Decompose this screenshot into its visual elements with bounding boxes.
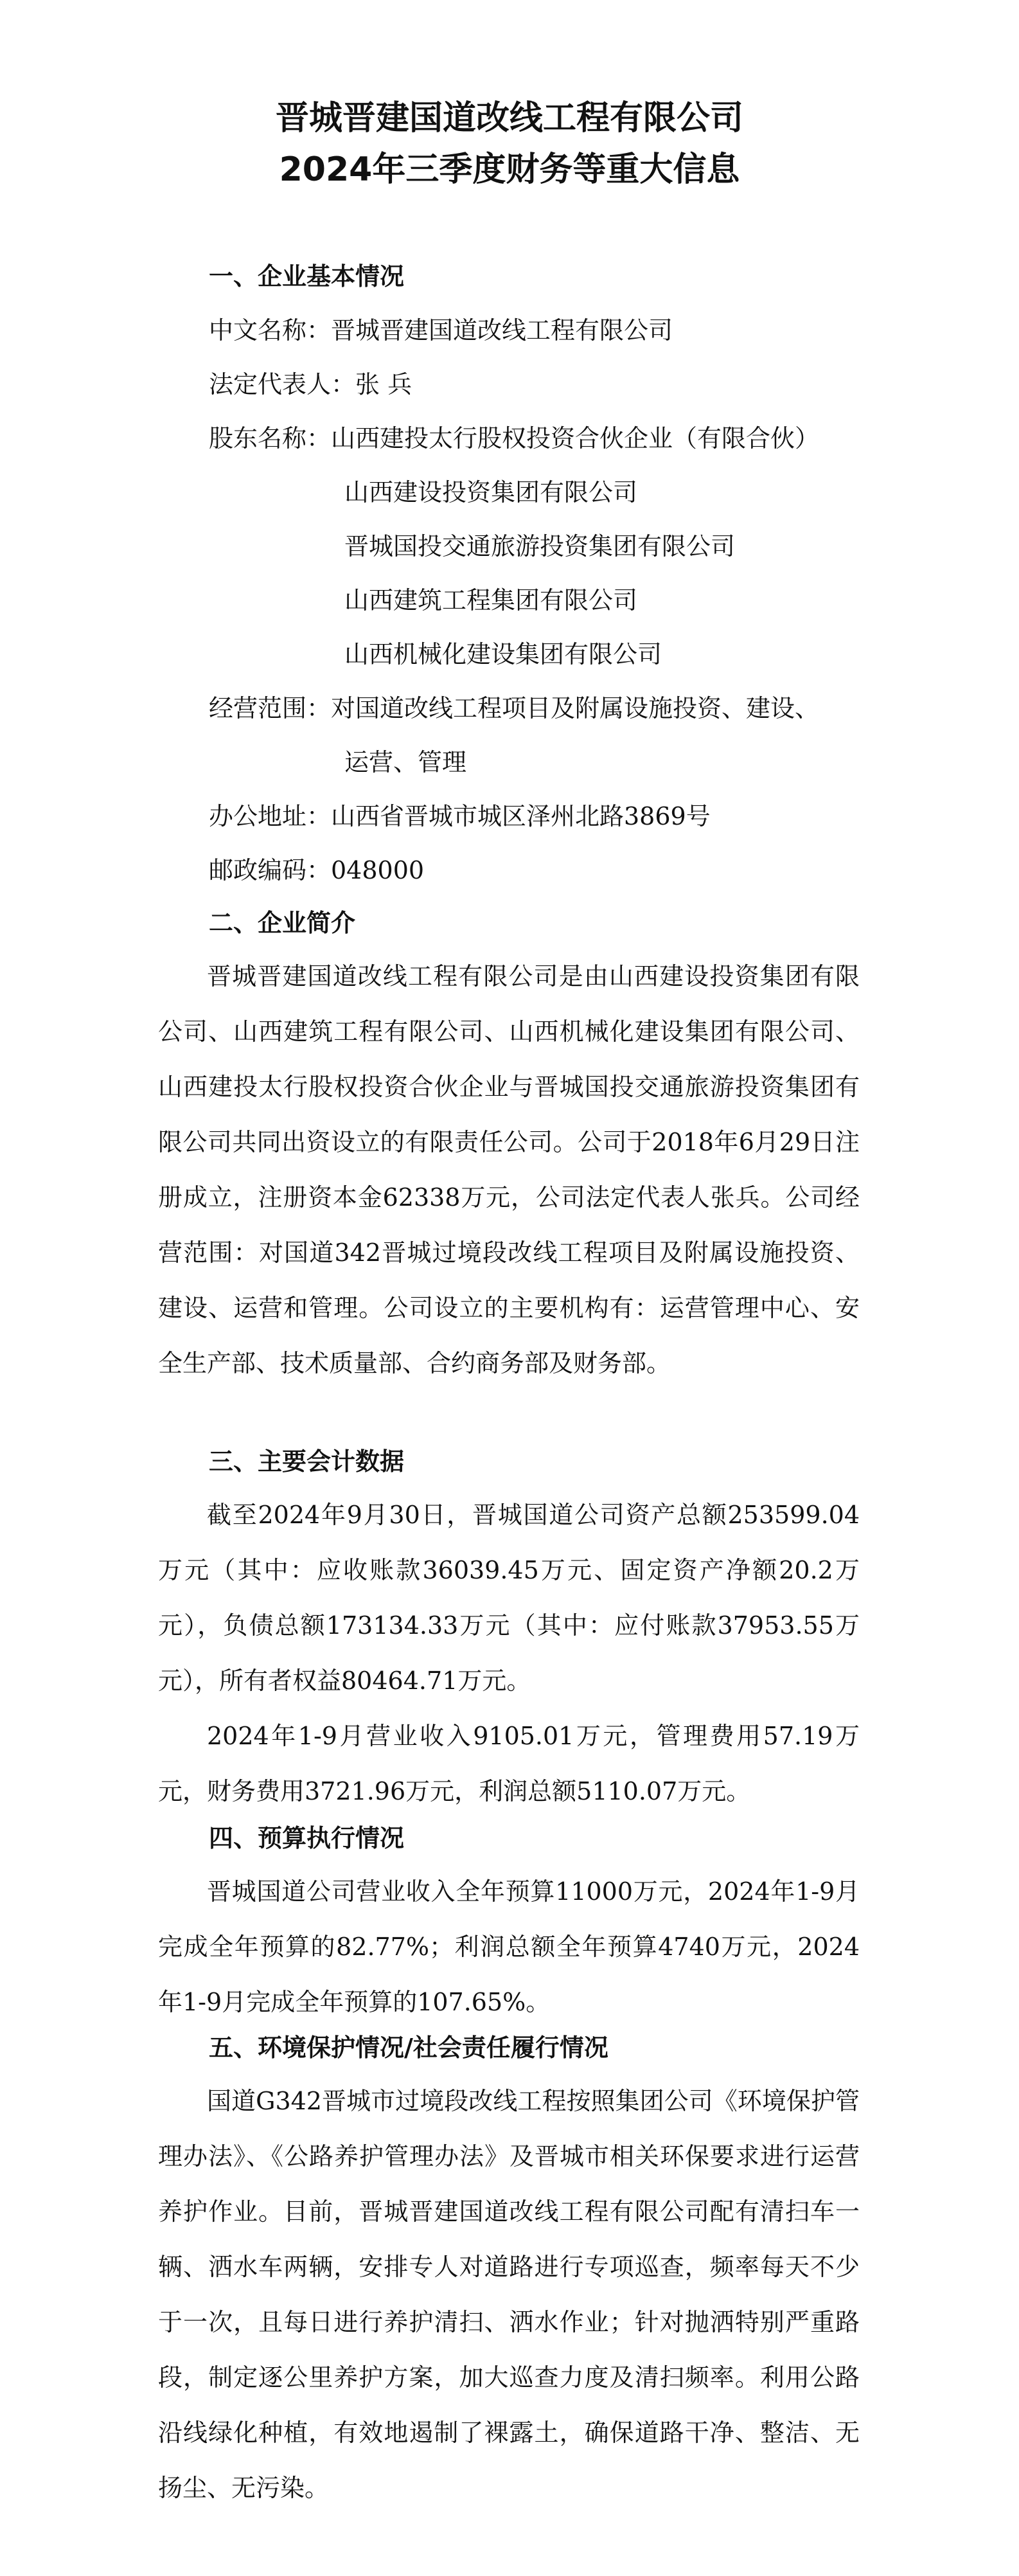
accounting-paragraph-1: 截至2024年9月30日，晋城国道公司资产总额253599.04万元（其中：应收账款36039.45万元、固定资产净额20.2万元），负债总额173134.33万元（其中：应付账款37953.55万元），所有者权益80464.71万元。 bbox=[158, 1501, 860, 1695]
environment-paragraph: 国道G342晋城市过境段改线工程按照集团公司《环境保护管理办法》、《公路养护管理办法》及晋城市相关环保要求进行运营养护作业。目前，晋城晋建国道改线工程有限公司配有清扫车一辆、洒水车两辆，安排专人对道路进行专项巡查，频率每天不少于一次，且每日进行养护清扫、洒水作业；针对抛洒特别严重路段，制定逐公里养护方案，加大巡查力度及清扫频率。利用公路沿线绿化种植，有效地遏制了裸露土，确保道路干净、整洁、无扬尘、无污染。 bbox=[158, 2087, 860, 2502]
document-title-line2: 2024年三季度财务等重大信息 bbox=[279, 150, 740, 189]
legal-representative: 法定代表人：张 兵 bbox=[209, 370, 412, 398]
shareholder-item: 山西机械化建设集团有限公司 bbox=[344, 640, 662, 668]
section-heading-environment: 五、环境保护情况/社会责任履行情况 bbox=[209, 2034, 608, 2062]
chinese-name: 中文名称：晋城晋建国道改线工程有限公司 bbox=[209, 316, 673, 344]
shareholder-item: 晋城国投交通旅游投资集团有限公司 bbox=[344, 532, 736, 560]
postal-code: 邮政编码：048000 bbox=[209, 856, 425, 884]
shareholders-label: 股东名称：山西建投太行股权投资合伙企业（有限合伙） bbox=[209, 424, 820, 452]
office-address: 办公地址：山西省晋城市城区泽州北路3869号 bbox=[209, 802, 711, 830]
shareholder-item: 山西建设投资集团有限公司 bbox=[344, 478, 638, 506]
section-heading-budget: 四、预算执行情况 bbox=[209, 1824, 405, 1852]
budget-paragraph: 晋城国道公司营业收入全年预算11000万元，2024年1-9月完成全年预算的82.77%；利润总额全年预算4740万元，2024年1-9月完成全年预算的107.65%。 bbox=[158, 1877, 860, 2016]
accounting-paragraph-2: 2024年1-9月营业收入9105.01万元，管理费用57.19万元，财务费用3721.96万元，利润总额5110.07万元。 bbox=[158, 1722, 860, 1805]
company-intro-paragraph: 晋城晋建国道改线工程有限公司是由山西建设投资集团有限公司、山西建筑工程有限公司、山西机械化建设集团有限公司、山西建投太行股权投资合伙企业与晋城国投交通旅游投资集团有限公司共同出资设立的有限责任公司。公司于2018年6月29日注册成立，注册资本金62338万元，公司法定代表人张兵。公司经营范围：对国道342晋城过境段改线工程项目及附属设施投资、建设、运营和管理。公司设立的主要机构有：运营管理中心、安全生产部、技术质量部、合约商务部及财务部。 bbox=[158, 962, 860, 1377]
section-heading-basic: 一、企业基本情况 bbox=[209, 262, 405, 291]
document-title-line1: 晋城晋建国道改线工程有限公司 bbox=[275, 99, 743, 138]
business-scope: 经营范围：对国道改线工程项目及附属设施投资、建设、 bbox=[209, 694, 820, 722]
business-scope-continued: 运营、管理 bbox=[344, 748, 467, 776]
section-heading-accounting: 三、主要会计数据 bbox=[209, 1447, 405, 1476]
section-heading-intro: 二、企业简介 bbox=[209, 909, 356, 937]
shareholder-item: 山西建筑工程集团有限公司 bbox=[344, 586, 638, 614]
